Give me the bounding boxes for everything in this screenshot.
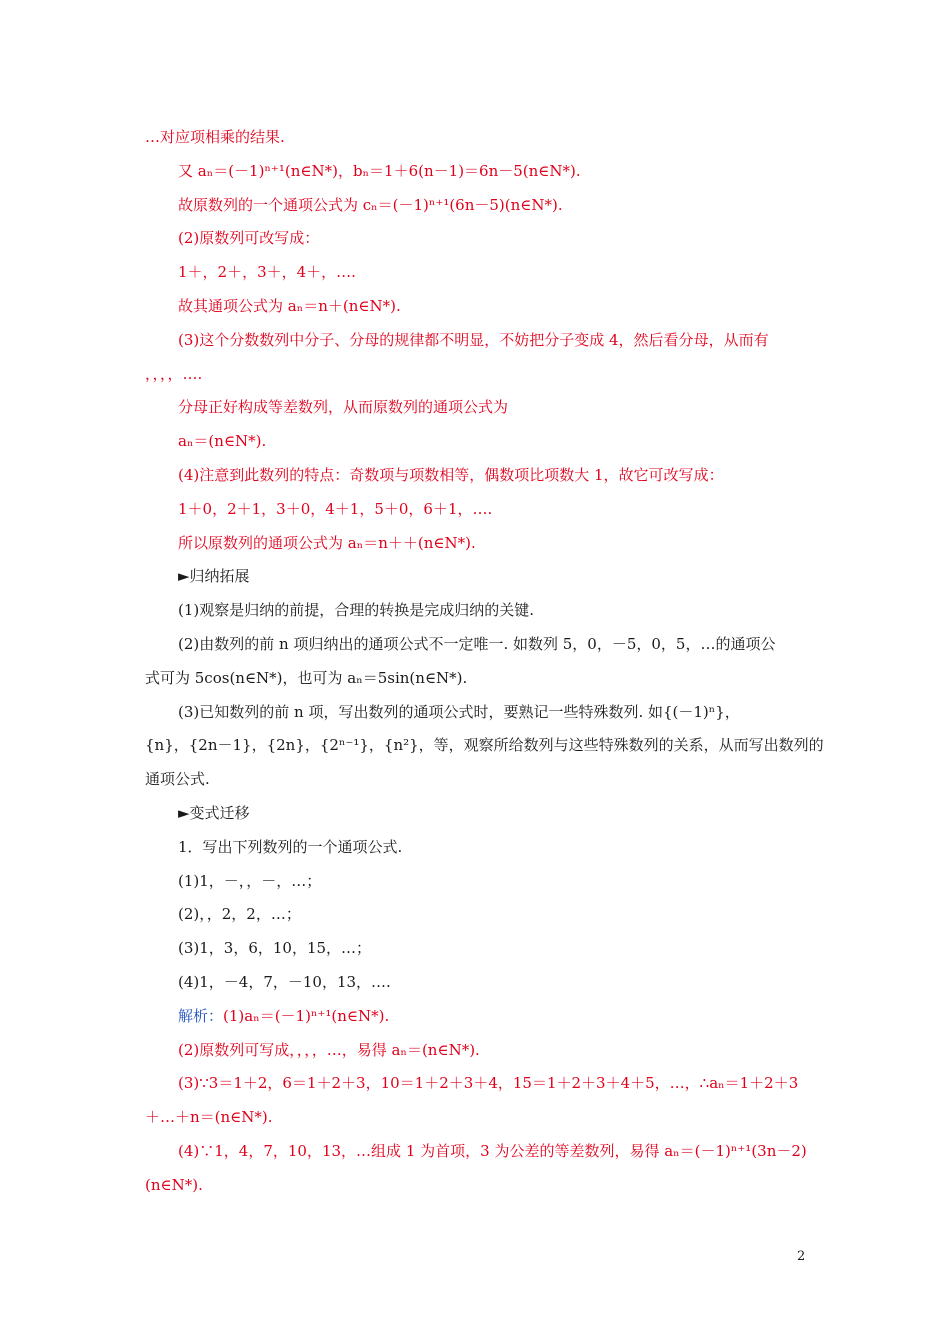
text-line [145,769,810,789]
line-text: …对应项相乘的结果. [145,128,285,146]
line-text: (1)1，－，，－，…； [178,872,322,890]
line-text: 1＋0，2＋1，3＋0，4＋1，5＋0，6＋1，…. [178,500,493,518]
text-line [178,972,810,992]
text-line [178,262,810,282]
line-text: ►归纳拓展 [178,567,250,585]
line-text: 分母正好构成等差数列，从而原数列的通项公式为 [178,398,509,416]
line-text: (2)原数列可写成，，，，…，易得 aₙ＝(n∈N*). [178,1041,480,1059]
line-text: (3)∵3＝1＋2，6＝1＋2＋3，10＝1＋2＋3＋4，15＝1＋2＋3＋4＋5，…，∴aₙ＝1＋2＋3 [178,1074,799,1092]
text-line [178,195,810,215]
line-text: 故原数列的一个通项公式为 cₙ＝(－1)ⁿ⁺¹(6n－5)(n∈N*). [178,196,563,214]
text-line [178,330,810,350]
line-text: ，，，，…. [145,365,203,383]
text-line [178,634,810,654]
line-text: 又 aₙ＝(－1)ⁿ⁺¹(n∈N*)，bₙ＝1＋6(n－1)＝6n－5(n∈N*). [178,162,581,180]
line-text: {n}，{2n－1}，{2n}，{2ⁿ⁻¹}，{n²}，等，观察所给数列与这些特殊数列的关系，从而写出数列的 [145,736,824,754]
text-line [178,1141,810,1161]
text-line [178,1040,810,1060]
line-text: 1＋，2＋，3＋，4＋，…. [178,263,356,281]
text-line [145,668,810,688]
text-line [145,1175,810,1195]
text-line [178,397,810,417]
text-line [178,904,810,924]
line-text: (2)，，2，2，…； [178,905,301,923]
line-text: aₙ＝(n∈N*). [178,432,267,450]
text-line [178,837,810,857]
line-text: ＋…＋n＝(n∈N*). [145,1108,273,1126]
line-text: 1．写出下列数列的一个通项公式. [178,838,403,856]
line-text: 式可为 5cos(n∈N*)，也可为 aₙ＝5sin(n∈N*). [145,669,468,687]
text-line [178,533,810,553]
analysis-label: 解析： [178,1007,224,1025]
text-line [178,938,810,958]
text-line [178,702,810,722]
text-line [178,228,810,248]
line-text: (4)注意到此数列的特点：奇数项与项数相等，偶数项比项数大 1，故它可改写成： [178,466,724,484]
text-line [145,364,810,384]
text-line [178,296,810,316]
line-text: 故其通项公式为 aₙ＝n＋(n∈N*). [178,297,401,315]
text-line [178,465,810,485]
text-line [178,431,810,451]
text-line [178,871,810,891]
line-text: (1)aₙ＝(－1)ⁿ⁺¹(n∈N*). [223,1007,390,1025]
text-line [145,735,824,755]
line-text: (2)原数列可改写成： [178,229,320,247]
line-text: (4)1，－4，7，－10，13，…. [178,973,391,991]
text-line [178,161,810,181]
line-text: 通项公式. [145,770,210,788]
text-line [178,1073,810,1093]
line-text: ►变式迁移 [178,804,250,822]
line-text: (3)这个分数数列中分子、分母的规律都不明显，不妨把分子变成 4，然后看分母，从而有 [178,331,769,349]
page-number: 2 [797,1249,806,1264]
line-text: (1)观察是归纳的前提，合理的转换是完成归纳的关键. [178,601,535,619]
line-text: (n∈N*). [145,1176,203,1194]
line-text: 所以原数列的通项公式为 aₙ＝n＋＋(n∈N*). [178,534,476,552]
line-text: (4)∵1，4，7，10，13，…组成 1 为首项，3 为公差的等差数列，易得 aₙ＝(－1)ⁿ⁺¹(3n－2) [178,1142,807,1160]
line-text: (3)1，3，6，10，15，…； [178,939,372,957]
text-line [178,600,810,620]
text-line [178,566,810,586]
text-line [145,1107,810,1127]
text-line [178,803,810,823]
line-text: (2)由数列的前 n 项归纳出的通项公式不一定唯一. 如数列 5，0，－5，0，5，…的通项公 [178,635,776,653]
text-line [178,1006,810,1026]
line-text: (3)已知数列的前 n 项，写出数列的通项公式时，要熟记一些特殊数列. 如{(－1)ⁿ}， [178,703,740,721]
text-line [178,499,810,519]
text-line [145,127,810,147]
